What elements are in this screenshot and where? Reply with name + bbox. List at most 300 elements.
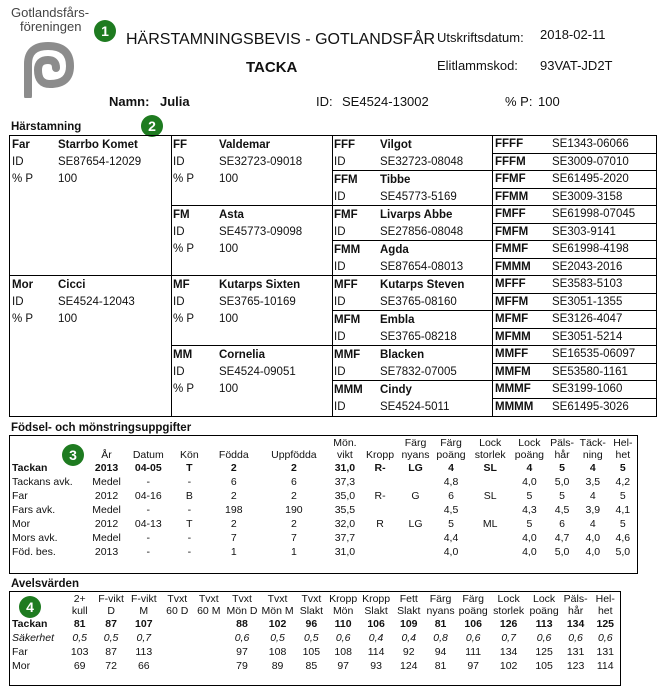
avel-cell: 0,6 (597, 631, 613, 644)
avel-header-line: kull (71, 605, 88, 617)
g4-code: MFFF (495, 278, 526, 290)
birth-title: Födsel- och mönstringsuppgifter (11, 422, 192, 434)
g3-id: SE3765-08160 (380, 296, 457, 308)
birth-cell: G (411, 489, 420, 502)
avel-header-cell (393, 593, 425, 617)
birth-cell: 2 (290, 517, 297, 530)
g3-code: FFF (334, 139, 356, 151)
badge-4: 4 (19, 596, 41, 618)
g3-id: SE45773-5169 (380, 191, 457, 203)
badge-2: 2 (141, 115, 163, 137)
avel-header-line: Päls- (563, 593, 588, 605)
avel-cell: 66 (137, 659, 150, 672)
birth-header-cell (362, 437, 397, 461)
avel-cell: Far (12, 645, 28, 658)
avel-cell: 0,4 (401, 631, 417, 644)
g3-id-label: ID (334, 401, 346, 413)
g4-id: SE3583-5103 (552, 278, 623, 290)
mf-id-label: ID (173, 296, 185, 308)
birth-header-line: Päls- (550, 437, 575, 449)
birth-cell: 2013 (94, 461, 119, 474)
avel-header-line: Lock (533, 593, 556, 605)
avel-cell: 79 (236, 659, 248, 672)
avel-header-line: Mön D (226, 605, 258, 617)
print-date-value: 2018-02-11 (540, 27, 606, 42)
birth-header-cell (171, 437, 207, 461)
birth-header-line (364, 437, 395, 449)
avel-header-cell (327, 593, 359, 617)
birth-cell: 4,0 (522, 531, 537, 544)
birth-header-cell (260, 437, 327, 461)
g4-id: SE61998-07045 (552, 208, 636, 220)
avel-cell: 125 (596, 617, 615, 630)
birth-cell: T (186, 517, 193, 530)
avel-cell: 88 (236, 617, 248, 630)
avel-cell: Mor (12, 659, 31, 672)
avel-header-cell (10, 593, 63, 617)
avel-cell: 0,6 (465, 631, 481, 644)
birth-header-line: Kön (180, 449, 199, 461)
avel-cell: 131 (596, 645, 615, 658)
avel-header-cell (528, 593, 561, 617)
avel-cell (193, 631, 225, 645)
birth-header-line: Uppfödda (271, 449, 317, 461)
birth-cell (469, 475, 512, 489)
avel-header-cell (490, 593, 528, 617)
birth-row (10, 531, 637, 545)
g4-id: SE3051-5214 (552, 331, 623, 343)
far-p-label: % P (12, 173, 34, 185)
g4-id: SE61495-3026 (552, 401, 629, 413)
avel-cell: 0,6 (568, 631, 583, 644)
birth-header-line: poäng (514, 449, 544, 461)
birth-cell (362, 545, 397, 559)
g4-id: SE61495-2020 (552, 173, 629, 185)
birth-header-line: nyans (401, 449, 430, 461)
g3-code: MFM (334, 314, 361, 326)
g4-id: SE303-9141 (552, 226, 616, 238)
g3-name: Tibbe (380, 174, 411, 186)
avel-header-cell (457, 593, 490, 617)
birth-cell: 3,9 (585, 503, 601, 516)
avel-header-line: poäng (529, 605, 559, 617)
g3-name: Blacken (380, 349, 425, 361)
avel-cell: 102 (499, 659, 518, 672)
birth-cell: 2 (230, 517, 237, 530)
birth-header-line: Mön. (333, 437, 357, 449)
fm-name: Asta (219, 209, 244, 221)
avel-header-cell (126, 593, 161, 617)
birth-cell: R (376, 517, 384, 530)
avel-cell (193, 659, 225, 673)
avel-cell: 0,5 (304, 631, 319, 644)
avel-cell: 106 (367, 617, 385, 630)
g4-id: SE3009-3158 (552, 191, 623, 203)
g4-code: FMFF (495, 208, 526, 220)
birth-cell (469, 503, 512, 517)
avel-cell: Tackan (12, 617, 48, 630)
g4-id: SE53580-1161 (552, 366, 628, 378)
birth-cell: 5 (559, 461, 565, 474)
ff-p: 100 (219, 173, 239, 185)
avel-header-line (12, 605, 61, 617)
birth-cell: Medel (92, 475, 121, 488)
mor-code: Mor (12, 279, 34, 291)
mm-id-label: ID (173, 366, 185, 378)
birth-cell: - (187, 475, 192, 488)
id-value: SE4524-13002 (342, 94, 429, 109)
avel-header-line: Färg (429, 593, 452, 605)
avel-header-row (10, 593, 620, 617)
birth-cell: 2 (230, 489, 237, 502)
far-name: Starrbo Komet (58, 139, 138, 151)
birth-header-line: År (101, 449, 112, 461)
mm-id: SE4524-09051 (219, 366, 296, 378)
page-subtitle: TACKA (246, 59, 298, 76)
birth-header-line: Hel- (613, 437, 633, 449)
avel-header-line: Slakt (397, 605, 421, 617)
g4-code: FFFF (495, 138, 524, 150)
birth-cell: 5 (619, 489, 626, 502)
birth-row (10, 503, 637, 517)
birth-header-cell (328, 437, 363, 461)
birth-header-cell (469, 437, 512, 461)
avel-header-line: Tvxt (301, 593, 322, 605)
birth-cell: 2012 (94, 517, 119, 530)
birth-cell: 6 (448, 489, 454, 502)
birth-cell: 37,7 (334, 531, 356, 544)
avel-header-line: Tvxt (232, 593, 252, 605)
birth-header-cell (577, 437, 609, 461)
g4-code: MFMF (495, 313, 529, 325)
page-title: HÄRSTAMNINGSBEVIS - GOTLANDSFÅR (126, 31, 436, 48)
elite-code-value: 93VAT-JD2T (540, 58, 613, 73)
mm-name: Cornelia (219, 349, 266, 361)
birth-cell: Far (12, 489, 28, 502)
birth-cell: LG (408, 461, 423, 474)
fm-id-label: ID (173, 226, 185, 238)
birth-cell (469, 531, 512, 545)
avel-title: Avelsvärden (11, 578, 79, 590)
birth-cell: 35,5 (334, 503, 356, 516)
birth-cell: 5 (619, 461, 626, 474)
birth-cell: 4,7 (554, 531, 570, 544)
avel-header-line: Tvxt (167, 593, 188, 605)
mor-id: SE4524-12043 (58, 296, 135, 308)
g3-id: SE7832-07005 (380, 366, 457, 378)
avel-row (10, 631, 620, 645)
avel-cell (162, 659, 193, 673)
avel-cell: 0,7 (136, 631, 152, 644)
avel-cell: 87 (105, 645, 117, 658)
birth-cell: 4,6 (615, 531, 631, 544)
avel-cell: 131 (566, 645, 585, 658)
birth-cell: 5 (526, 517, 533, 530)
badge-1: 1 (94, 20, 116, 42)
g4-code: MMFM (495, 366, 531, 378)
avel-cell: 113 (135, 645, 153, 658)
birth-cell: 5 (448, 517, 454, 530)
birth-cell: 4 (589, 461, 596, 474)
avel-header-line: D (107, 605, 115, 617)
avel-cell: 108 (334, 645, 352, 658)
birth-cell: Mor (12, 517, 31, 530)
avel-cell (193, 645, 225, 659)
birth-cell: 2012 (94, 489, 119, 502)
birth-cell: 5 (559, 489, 565, 502)
birth-cell: Medel (92, 503, 121, 516)
birth-cell: 1 (230, 545, 237, 558)
birth-cell: 4,3 (522, 503, 537, 516)
avel-header-cell (162, 593, 193, 617)
birth-cell: 4,0 (585, 531, 601, 544)
birth-cell: 7 (290, 531, 297, 544)
birth-cell: 4,0 (522, 475, 537, 488)
birth-cell: 2 (290, 489, 297, 502)
birth-cell: R- (374, 489, 386, 502)
birth-header-cell (207, 437, 260, 461)
avel-cell: 110 (334, 617, 352, 630)
print-date-label: Utskriftsdatum: (437, 30, 524, 45)
avel-header-line: M (139, 605, 149, 617)
g3-id: SE32723-08048 (380, 156, 464, 168)
birth-cell: 5,0 (554, 545, 570, 558)
birth-cell: 7 (230, 531, 237, 544)
birth-cell: - (187, 503, 192, 516)
birth-cell: 5 (526, 489, 533, 502)
birth-row (10, 545, 637, 559)
avel-header-cell (296, 593, 328, 617)
g4-code: FFFM (495, 156, 526, 168)
birth-cell: Fars avk. (12, 503, 56, 516)
birth-header-line: Färg (404, 437, 427, 449)
far-id-label: ID (12, 156, 24, 168)
birth-header-cell (609, 437, 637, 461)
avel-cell: 0,7 (501, 631, 516, 644)
g3-name: Agda (380, 244, 409, 256)
birth-cell: - (146, 503, 151, 516)
g3-name: Embla (380, 314, 415, 326)
birth-cell: 04-05 (134, 461, 162, 474)
g3-code: MMM (334, 384, 363, 396)
avel-cell: Säkerhet (12, 631, 55, 644)
avel-header-line (12, 593, 61, 605)
g4-code: MMFF (495, 348, 529, 360)
g3-id-label: ID (334, 191, 346, 203)
birth-cell: 31,0 (334, 545, 356, 558)
avel-cell (193, 617, 225, 631)
birth-header-cell (10, 437, 88, 461)
birth-cell: 04-16 (134, 489, 162, 502)
ff-code: FF (173, 139, 188, 151)
name-label: Namn: (109, 94, 150, 109)
avel-cell: 114 (367, 645, 385, 658)
birth-header-line: het (615, 449, 631, 461)
avel-header-line: het (597, 605, 613, 617)
avel-cell: 134 (499, 645, 518, 658)
g4-id: SE61998-4198 (552, 243, 629, 255)
ff-p-label: % P (173, 173, 195, 185)
birth-cell: - (187, 545, 192, 558)
birth-cell: 1 (290, 545, 297, 558)
avel-cell: 97 (467, 659, 480, 672)
g4-id: SE3199-1060 (552, 383, 623, 395)
mf-code: MF (173, 279, 190, 291)
avel-table (10, 593, 620, 673)
birth-cell: Medel (92, 531, 121, 544)
avel-row (10, 645, 620, 659)
birth-header-line (127, 437, 169, 449)
logo-text-line1: Gotlandsfårs- (11, 5, 90, 20)
avel-cell: 102 (268, 617, 287, 630)
birth-header-line (173, 437, 205, 449)
g4-id: SE3009-07010 (552, 156, 629, 168)
avel-header-line: hår (568, 605, 584, 617)
g3-id: SE3765-08218 (380, 331, 457, 343)
g3-name: Livarps Abbe (380, 209, 453, 221)
birth-header-line: Datum (132, 449, 164, 461)
pedigree-title: Härstamning (11, 121, 82, 133)
birth-header-line: vikt (337, 449, 353, 461)
g4-code: MMMM (495, 401, 534, 413)
avel-cell: 107 (135, 617, 153, 630)
birth-header-line: Kropp (366, 449, 395, 461)
mor-p: 100 (58, 313, 78, 325)
avel-row (10, 617, 620, 631)
mf-p-label: % P (173, 313, 195, 325)
avel-cell: 0,5 (270, 631, 285, 644)
g4-code: MFFM (495, 296, 529, 308)
avel-cell: 97 (337, 659, 349, 672)
far-id: SE87654-12029 (58, 156, 142, 168)
avel-cell: 126 (499, 617, 518, 630)
avel-cell: 0,6 (234, 631, 250, 644)
birth-header-cell (88, 437, 125, 461)
avel-header-line: nyans (426, 605, 455, 617)
birth-cell: 2 (290, 461, 297, 474)
birth-cell: 4,8 (443, 475, 459, 488)
avel-cell: 123 (566, 659, 585, 672)
mor-name: Cicci (58, 279, 86, 291)
g4-code: FMFM (495, 226, 529, 238)
pct-value: 100 (538, 94, 560, 109)
birth-cell: 4 (589, 517, 596, 530)
avel-cell: 81 (434, 659, 447, 672)
avel-header-line: F-vikt (130, 593, 157, 605)
birth-cell (469, 545, 512, 559)
avel-header-line: Färg (462, 593, 484, 605)
birth-cell: 4,1 (615, 503, 631, 516)
g3-id-label: ID (334, 156, 346, 168)
g3-id-label: ID (334, 261, 346, 273)
avel-cell: 105 (302, 645, 321, 658)
g3-name: Kutarps Steven (380, 279, 465, 291)
avel-header-line: F-vikt (98, 593, 124, 605)
birth-cell (398, 531, 433, 545)
g4-code: FMMF (495, 243, 529, 255)
birth-header-cell (398, 437, 433, 461)
ff-id-label: ID (173, 156, 185, 168)
avel-cell: 106 (464, 617, 482, 630)
avel-cell: 134 (566, 617, 585, 630)
mf-p: 100 (219, 313, 239, 325)
birth-header-cell (125, 437, 171, 461)
fm-id: SE45773-09098 (219, 226, 303, 238)
g3-code: FMF (334, 209, 358, 221)
birth-cell: 198 (225, 503, 243, 516)
birth-header-cell (512, 437, 548, 461)
avel-cell: 81 (434, 617, 447, 630)
birth-cell: Tackans avk. (12, 475, 73, 488)
avel-cell: 109 (400, 617, 418, 630)
birth-cell: T (186, 461, 193, 474)
birth-cell (398, 503, 433, 517)
g4-code: MFMM (495, 331, 531, 343)
birth-cell: 4 (526, 461, 533, 474)
birth-cell (398, 545, 433, 559)
fm-code: FM (173, 209, 190, 221)
name-value: Julia (160, 94, 190, 109)
birth-cell: 4,5 (554, 503, 570, 516)
elite-code-label: Elitlammskod: (437, 58, 518, 73)
fm-p: 100 (219, 243, 239, 255)
avel-header-cell (591, 593, 620, 617)
birth-cell: 4,0 (585, 545, 601, 558)
avel-header-line: Mön (332, 605, 354, 617)
avel-header-cell (359, 593, 393, 617)
birth-cell: 5 (619, 517, 626, 530)
g4-code: FMMM (495, 261, 531, 273)
birth-header-line: Lock (479, 437, 502, 449)
g4-code: FFMF (495, 173, 526, 185)
avel-cell: 81 (73, 617, 86, 630)
birth-header-line (12, 449, 86, 461)
avel-header-line: storlek (493, 605, 525, 617)
g4-id: SE1343-06066 (552, 138, 629, 150)
avel-cell (162, 631, 193, 645)
mf-id: SE3765-10169 (219, 296, 296, 308)
id-label: ID: (316, 94, 333, 109)
birth-cell: 4,4 (443, 531, 459, 544)
avel-cell: 0,5 (72, 631, 87, 644)
avel-header-line: poäng (458, 605, 488, 617)
birth-header-cell (547, 437, 577, 461)
birth-cell: SL (483, 489, 497, 502)
birth-cell: 5,0 (615, 545, 631, 558)
birth-header-line (12, 437, 86, 449)
far-code: Far (12, 139, 30, 151)
mm-p: 100 (219, 383, 239, 395)
birth-row (10, 475, 637, 489)
avel-header-cell (425, 593, 457, 617)
avel-header-line: Tvxt (198, 593, 219, 605)
g3-code: FFM (334, 174, 358, 186)
g3-id-label: ID (334, 366, 346, 378)
g4-id: SE3051-1355 (552, 296, 623, 308)
g3-id: SE4524-5011 (380, 401, 450, 413)
birth-cell: 6 (230, 475, 237, 488)
birth-cell: 6 (559, 517, 565, 530)
birth-header-line: Täck- (579, 437, 606, 449)
birth-header-line: Födda (218, 449, 249, 461)
avel-cell: 97 (236, 645, 248, 658)
birth-header-row (10, 437, 637, 461)
avel-cell: 125 (535, 645, 553, 658)
badge-3: 3 (62, 444, 84, 466)
avel-cell (162, 645, 193, 659)
birth-header-line: hår (554, 449, 570, 461)
avel-cell (162, 617, 193, 631)
